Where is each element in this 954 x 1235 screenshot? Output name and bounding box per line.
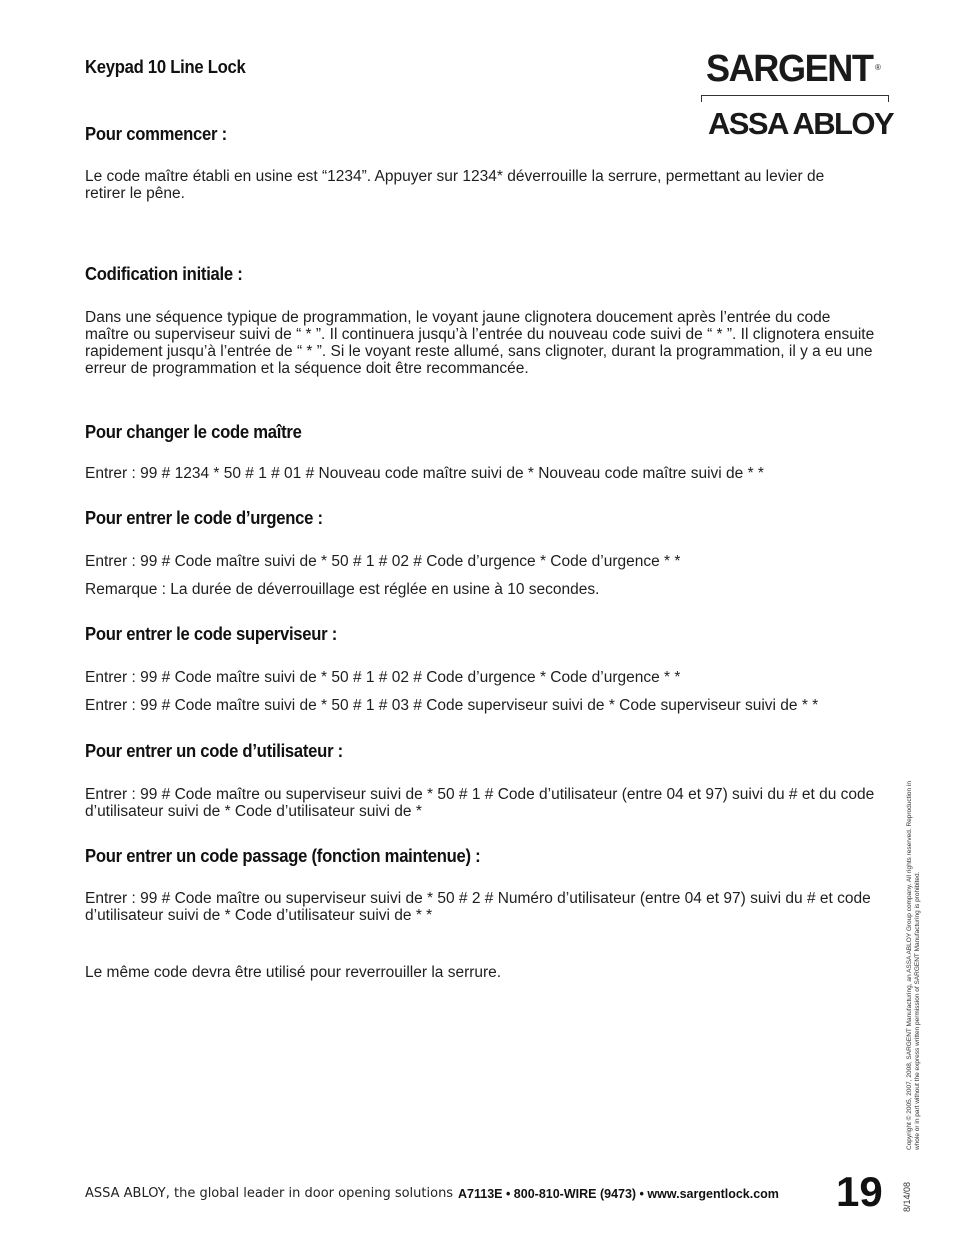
heading-code-passage: Pour entrer un code passage (fonction maintenue) : [85, 845, 481, 866]
registered-mark: ® [875, 63, 881, 72]
paragraph-pour-commencer: Le code maître établi en usine est “1234”. Appuyer sur 1234* déverrouille la serrure, permettant au levier de retirer le pêne. [85, 168, 825, 202]
note-duree-deverrouillage: Remarque : La durée de déverrouillage est réglée en usine à 10 secondes. [85, 581, 600, 598]
document-title: Keypad 10 Line Lock [85, 56, 246, 77]
heading-code-utilisateur: Pour entrer un code d’utilisateur : [85, 740, 343, 761]
logo-divider [701, 95, 889, 102]
heading-code-urgence: Pour entrer le code d’urgence : [85, 507, 323, 528]
instruction-superviseur-1: Entrer : 99 # Code maître suivi de * 50 # 1 # 02 # Code d’urgence * Code d’urgence * * [85, 669, 681, 686]
paragraph-codification-initiale: Dans une séquence typique de programmation, le voyant jaune clignotera doucement après l’entrée du code maître ou superviseur suivi de “ * ”. Il continuera jusqu’à l’entrée du nouveau code suivi de “ * ”. Il clignotera ensuite rapidement jusqu’à l’entrée de “ * ”. Si le voyant reste allumé, sans clignoter, durant la programmation, il y a eu une erreur de programmation et la séquence doit être recommancée. [85, 309, 875, 377]
closing-note: Le même code devra être utilisé pour reverrouiller la serrure. [85, 964, 502, 981]
instruction-code-utilisateur: Entrer : 99 # Code maître ou superviseur suivi de * 50 # 1 # Code d’utilisateur (entre 04 et 97) suivi du # et du code d’utilisateur suivi de * Code d’utilisateur suivi de * [85, 786, 875, 820]
instruction-code-urgence: Entrer : 99 # Code maître suivi de * 50 # 1 # 02 # Code d’urgence * Code d’urgence * * [85, 553, 681, 570]
heading-codification-initiale: Codification initiale : [85, 263, 243, 284]
instruction-superviseur-2: Entrer : 99 # Code maître suivi de * 50 # 1 # 03 # Code superviseur suivi de * Code superviseur suivi de * * [85, 697, 819, 714]
copyright-notice: Copyright © 2005, 2007, 2008, SARGENT Manufacturing, an ASSA ABLOY Group company. All rights reserved. Reproduction in whole or in part without the express written permission of SARGENT Manufacturing is prohibited. [906, 781, 921, 1150]
instruction-code-passage: Entrer : 99 # Code maître ou superviseur suivi de * 50 # 2 # Numéro d’utilisateur (entre 04 et 97) suivi du # et code d’utilisateur suivi de * Code d’utilisateur suivi de * * [85, 890, 871, 924]
sargent-logo: SARGENT [706, 48, 873, 90]
assa-abloy-logo: ASSA ABLOY [708, 106, 893, 141]
heading-code-superviseur: Pour entrer le code superviseur : [85, 623, 338, 644]
heading-pour-commencer: Pour commencer : [85, 123, 227, 144]
heading-changer-code-maitre: Pour changer le code maître [85, 421, 302, 442]
instruction-changer-code-maitre: Entrer : 99 # 1234 * 50 # 1 # 01 # Nouveau code maître suivi de * Nouveau code maître suivi de * * [85, 465, 764, 482]
footer-tagline: ASSA ABLOY, the global leader in door opening solutions [85, 1186, 454, 1201]
print-date: 8/14/08 [902, 1181, 912, 1212]
page-number: 19 [836, 1168, 883, 1215]
footer-contact: A7113E • 800-810-WIRE (9473) • www.sargentlock.com [458, 1187, 779, 1201]
